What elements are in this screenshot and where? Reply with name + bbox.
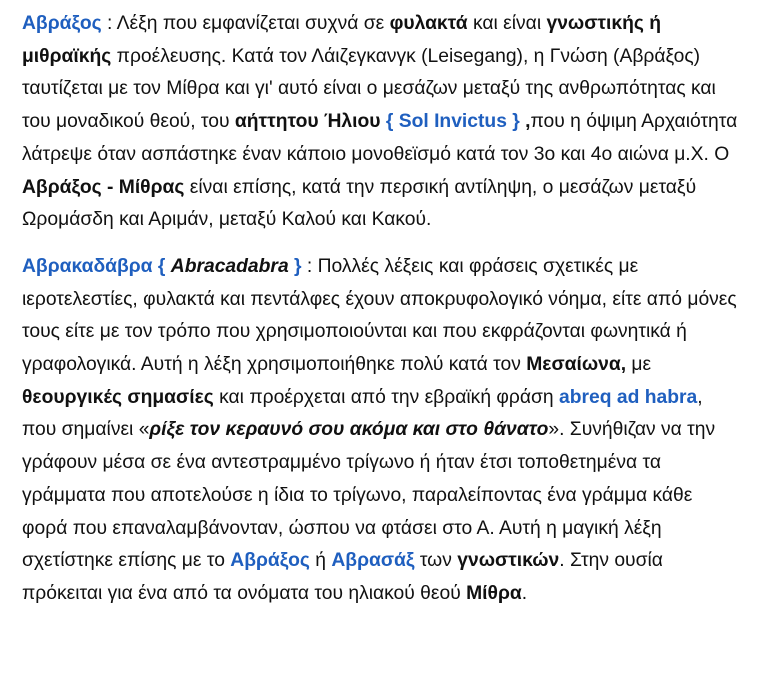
emphasis-run: θεουργικές σημασίες xyxy=(22,386,214,408)
emphasis-run: Μεσαίωνα, xyxy=(526,354,627,376)
emphasis-run: γνωστικής ή μιθραϊκής xyxy=(22,13,662,67)
latin-term: { Sol Invictus } xyxy=(385,111,520,133)
latin-bracket: } xyxy=(288,255,302,277)
entry-term: Αβρακαδάβρα xyxy=(22,255,153,277)
emphasis-run: φυλακτά xyxy=(389,13,468,34)
text-run: με xyxy=(626,354,652,376)
text-run: ή xyxy=(309,550,332,572)
emphasis-run: Μίθρα xyxy=(466,582,522,604)
emphasis-run: αήττητου Ήλιου xyxy=(234,111,381,133)
text-run: Λέξη που εμφανίζεται συχνά σε xyxy=(116,13,390,34)
text-run: , που σημαίνει « xyxy=(22,386,703,441)
text-run: των xyxy=(414,550,458,572)
cross-reference-abrasax: Αβρασάξ xyxy=(331,550,415,572)
text-run: και είναι xyxy=(467,13,547,34)
entry-abracadabra xyxy=(22,251,740,611)
text-run: είναι επίσης, κατά την περσική αντίληψη, ο μεσάζων μεταξύ Ωρομάσδη και Αριμάν, μεταξύ Καλού και Κακού. xyxy=(22,176,697,231)
emphasis-run: Αβράξος - Μίθρας xyxy=(22,176,185,198)
emphasis-run: γνωστικών xyxy=(457,550,560,572)
text-run: προέλευσης. Κατά τον Λάιζεγκανγκ (Leisegang), η Γνώση (Αβράξος) ταυτίζεται με τον Μίθρα και γι' αυτό είναι ο μεσάζων μεταξύ της ανθρωπότητας και του μοναδικού θεού, του xyxy=(22,45,716,133)
text-run: και προέρχεται από την εβραϊκή φράση xyxy=(213,386,559,408)
latin-term: Abracadabra xyxy=(170,255,289,277)
document-body xyxy=(22,8,740,611)
entry-abraxas xyxy=(22,8,740,237)
text-run: . Στην ουσία πρόκειται για ένα από τα ονόματα του ηλιακού θεού xyxy=(22,550,663,604)
entry-term: Αβράξος xyxy=(22,13,102,34)
text-run: : Πολλές λέξεις και φράσεις σχετικές με ιεροτελεστίες, φυλακτά και πεντάλφες έχουν αποκρυφολογικό νόημα, είτε από μόνες τους είτε με τον τρόπο που χρησιμοποιούνται και που εκφράζονται φωνητικά ή γραφολογικά. Αυτή η λέξη χρησιμοποιήθηκε πολύ κατά τον xyxy=(22,255,737,376)
cross-reference-abraxas: Αβράξος xyxy=(230,550,310,572)
text-run: ». Συνήθιζαν να την γράφουν μέσα σε ένα αντεστραμμένο τρίγωνο ή ήταν έτσι τοποθετημένα τα γράμματα που αποτελούσε η ίδια το τρίγωνο, παραλείποντας ένα γράμμα κάθε φορά που επαναλαμβάνονταν, ώσπου να φτάσει στο Α. Αυτή η μαγική λέξη σχετίστηκε επίσης με το xyxy=(22,419,716,572)
hebrew-phrase: abreq ad habra xyxy=(559,386,698,408)
emphasis-run: , xyxy=(519,111,531,133)
text-run: . xyxy=(521,582,528,604)
term-separator: : xyxy=(101,13,117,34)
latin-bracket: { xyxy=(157,255,171,277)
text-run: που η όψιμη Αρχαιότητα λάτρεψε όταν ασπάστηκε έναν κάποιο μονοθεϊσμό κατά τον 3ο και 4ο αιώνα μ.Χ. Ο xyxy=(22,111,738,165)
quoted-meaning: ρίξε τον κεραυνό σου ακόμα και στο θάνατο xyxy=(149,419,549,441)
